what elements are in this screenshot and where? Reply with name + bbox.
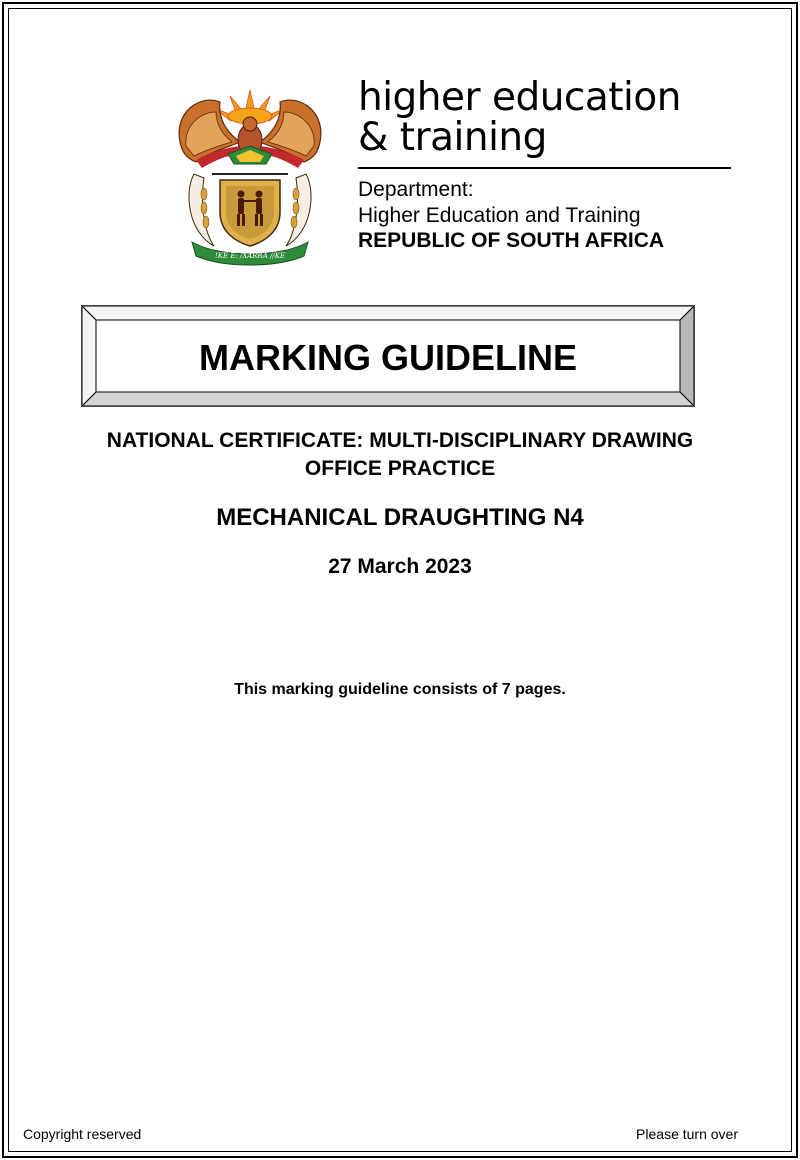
department-divider (358, 167, 731, 169)
certificate-title-line2: OFFICE PRACTICE (304, 457, 496, 480)
motto-text: !KE E: /XARRA //KE (214, 252, 286, 260)
coat-of-arms-icon (170, 82, 330, 267)
footer-copyright: Copyright reserved (23, 1126, 142, 1142)
certificate-title-line1: NATIONAL CERTIFICATE: MULTI-DISCIPLINARY DRAWING (106, 429, 694, 452)
footer-turn-over: Please turn over (636, 1126, 738, 1142)
department-title-line1: higher education (358, 75, 681, 120)
department-name: Higher Education and Training (358, 204, 641, 227)
page-count-note: This marking guideline consists of 7 pages. (234, 681, 566, 698)
department-title-line2: & training (358, 115, 547, 160)
certificate-title (40, 427, 760, 483)
title-frame (81, 305, 695, 407)
department-header (358, 75, 738, 253)
exam-date: 27 March 2023 (328, 555, 472, 578)
department-label: Department: (358, 178, 474, 201)
document-title: MARKING GUIDELINE (199, 337, 577, 378)
country-name: REPUBLIC OF SOUTH AFRICA (358, 229, 665, 252)
course-title: MECHANICAL DRAUGHTING N4 (216, 504, 584, 531)
